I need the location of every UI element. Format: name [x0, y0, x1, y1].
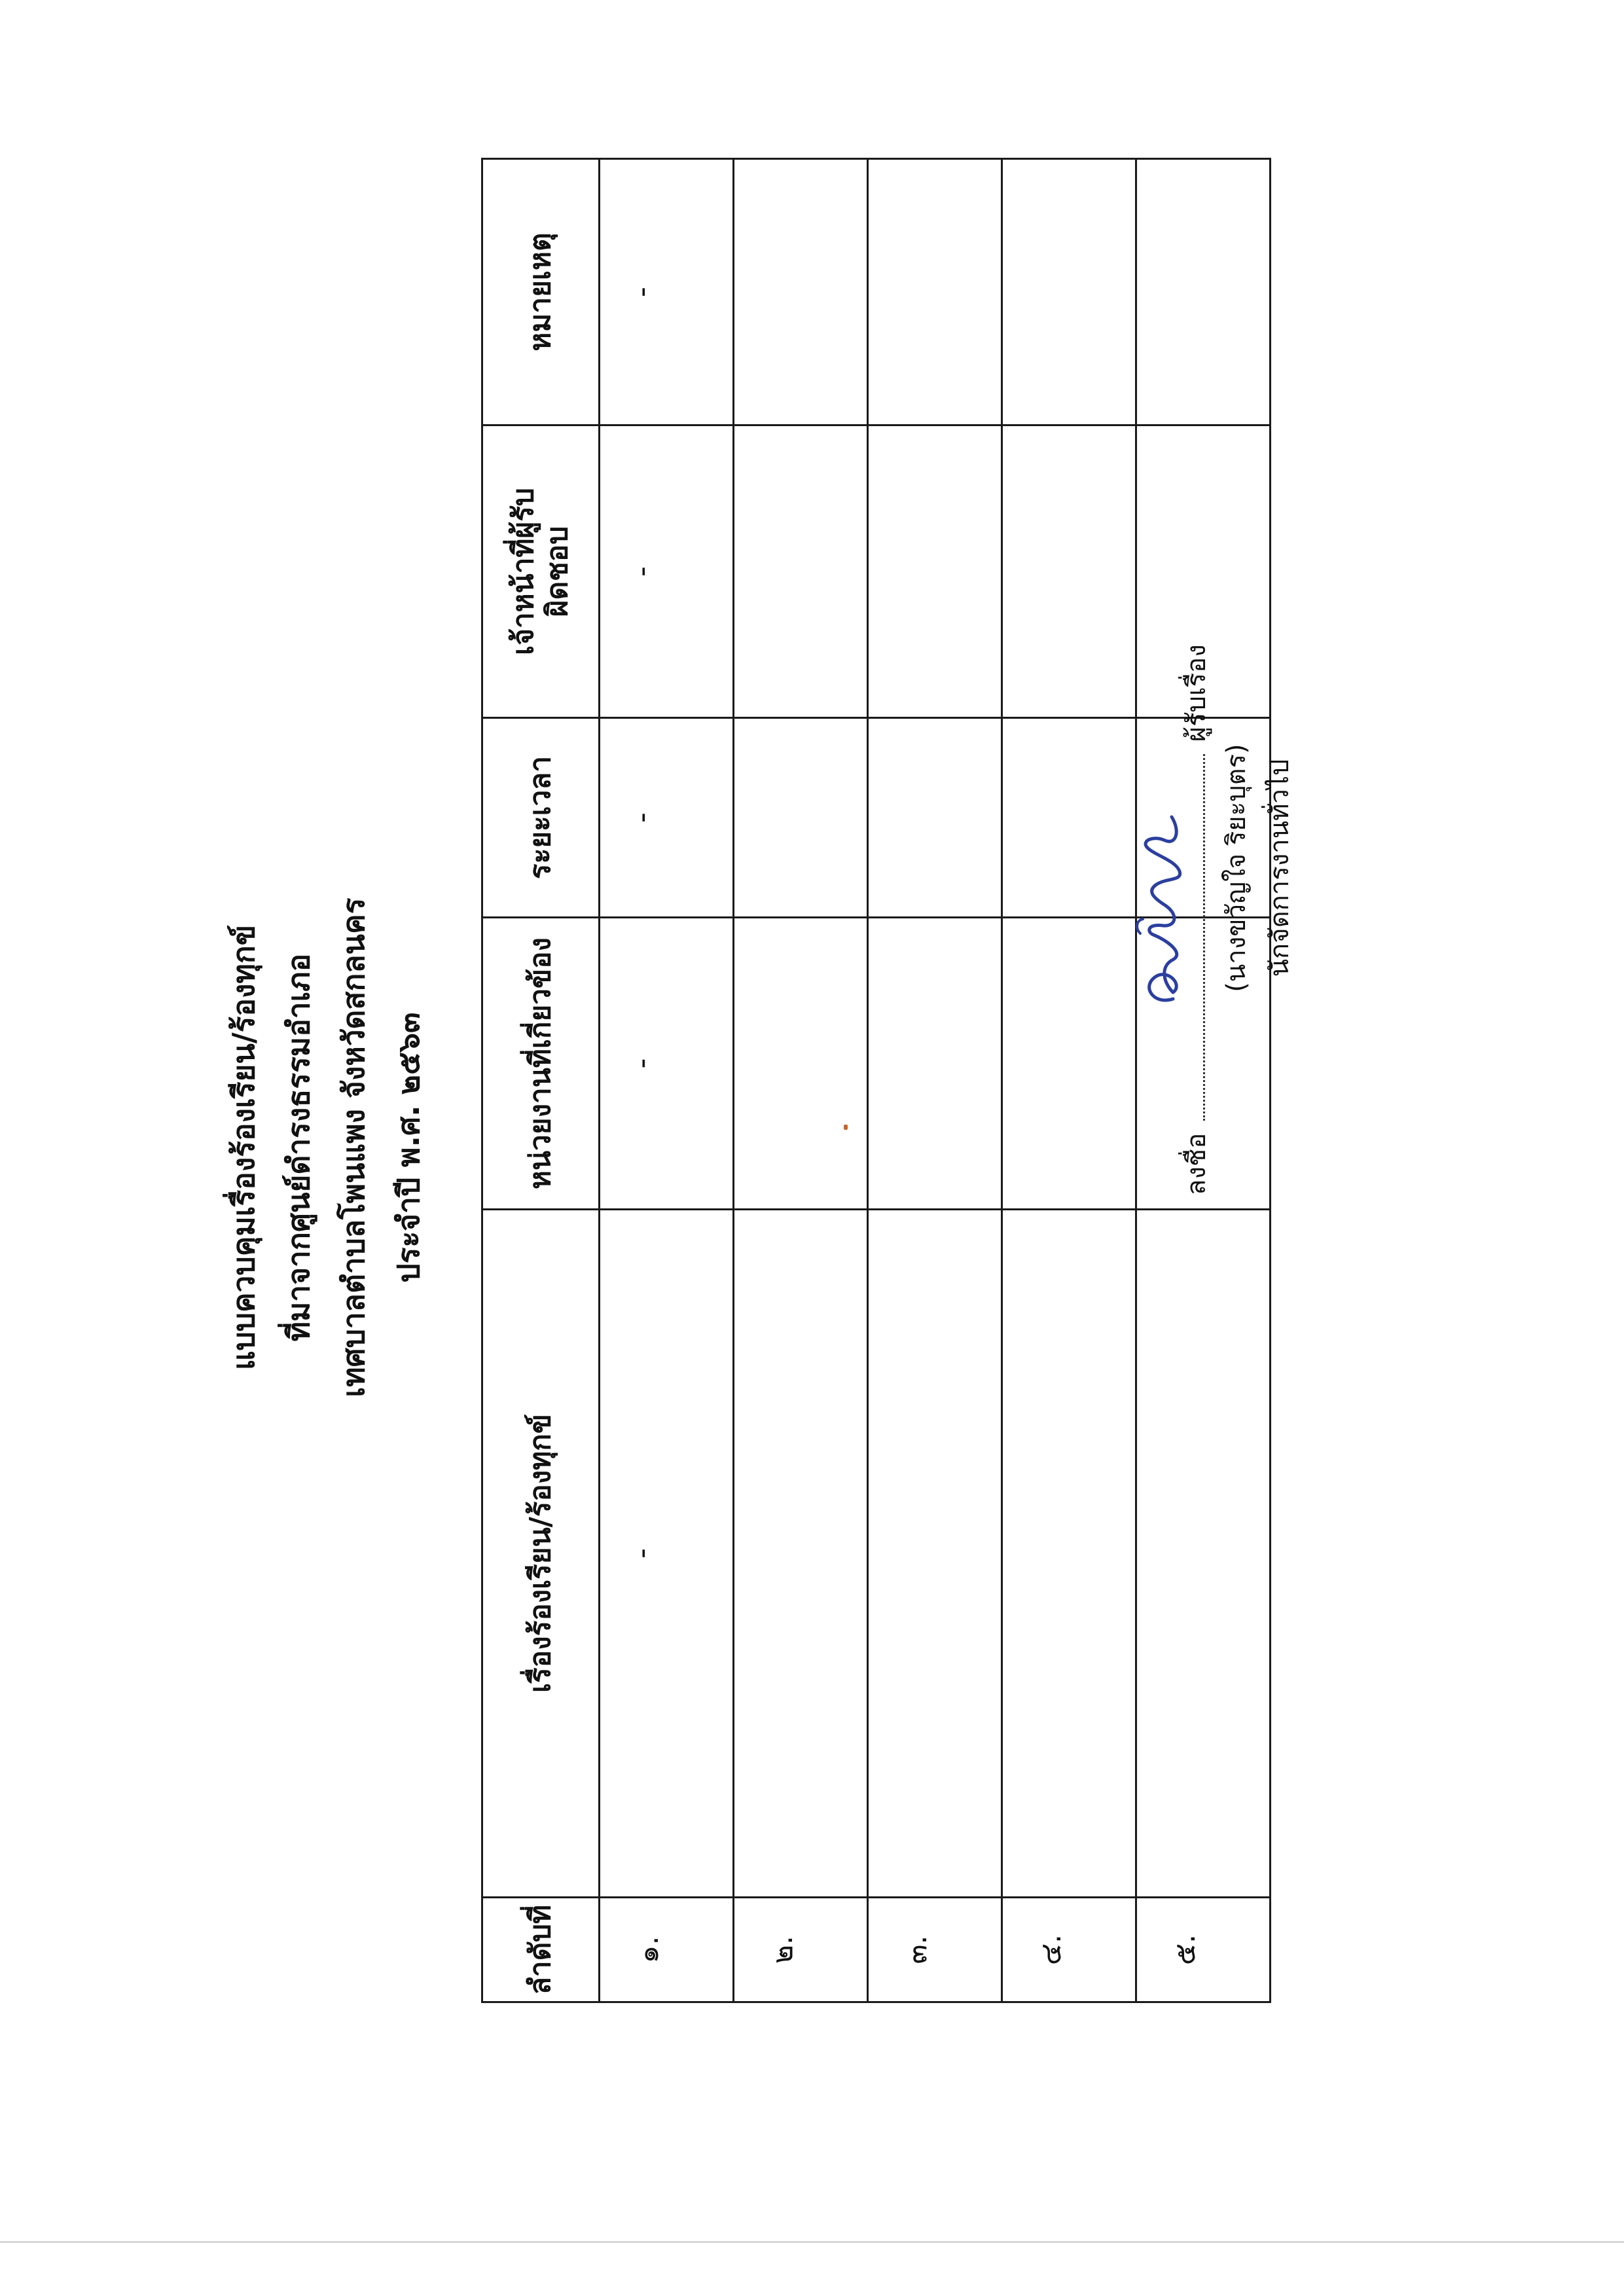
cell-complaint [1002, 1210, 1136, 1898]
cell-officer [868, 425, 1002, 718]
cell-officer [1002, 425, 1136, 718]
cell-complaint [734, 1210, 868, 1898]
header-order-no: ลำดับที่ [482, 1898, 600, 2002]
cell-agency [868, 918, 1002, 1210]
signatory-position: นักจัดการงานทั่วไป [1265, 759, 1295, 977]
signatory-name: (นางขวัญใจ ริยะบุตร) [1221, 744, 1252, 992]
title-line-2: ที่มาจากศูนย์ดำรงธรรมอำเภอ [281, 953, 316, 1342]
cell-complaint [1136, 1210, 1271, 1898]
cell-remark [1002, 159, 1136, 425]
cell-order-no: ๑. [600, 1898, 734, 2002]
cell-agency [1002, 918, 1136, 1210]
signature-prefix: ลงชื่อ [1182, 1132, 1212, 1195]
cell-duration [868, 718, 1002, 918]
title-line-4: ประจำปี พ.ศ. ๒๕๖๓ [391, 1012, 426, 1283]
title-line-1: แบบควบคุมเรื่องร้องเรียน/ร้องทุกข์ [226, 924, 261, 1371]
header-duration: ระยะเวลา [482, 718, 600, 918]
cell-remark: - [600, 159, 734, 425]
cell-officer: - [600, 425, 734, 718]
signature-dotted-line [1203, 754, 1205, 1121]
header-officer [482, 425, 600, 718]
cell-order-no: ๔. [1002, 1898, 1136, 2002]
header-officer-label: เจ้าหน้าที่ผู้รับผิดชอบ [507, 488, 574, 655]
cell-complaint [868, 1210, 1002, 1898]
cell-duration: - [600, 718, 734, 918]
cell-duration [734, 718, 868, 918]
document-title-block [216, 657, 436, 1638]
title-line-3: เทศบาลตำบลโพนแพง จังหวัดสกลนคร [336, 897, 371, 1398]
cell-officer [734, 425, 868, 718]
cell-remark [868, 159, 1002, 425]
cell-order-no: ๕. [1136, 1898, 1271, 2002]
signature-suffix: ผู้รับเรื่อง [1182, 644, 1212, 742]
handwritten-signature [1127, 803, 1199, 1012]
cell-order-no: ๓. [868, 1898, 1002, 2002]
cell-duration [1002, 718, 1136, 918]
signature-block [1178, 279, 1301, 1195]
table-header-row [482, 159, 600, 2002]
table-row [734, 159, 868, 2002]
header-remark: หมายเหตุ [482, 159, 600, 425]
table-row [868, 159, 1002, 2002]
table-row [1002, 159, 1136, 2002]
scan-edge-line [0, 2241, 1624, 2243]
complaint-control-table [481, 158, 1271, 2003]
cell-agency: - [600, 918, 734, 1210]
cell-agency [734, 918, 868, 1210]
header-complaint: เรื่องร้องเรียน/ร้องทุกข์ [482, 1210, 600, 1898]
cell-complaint: - [600, 1210, 734, 1898]
table-row [600, 159, 734, 2002]
paper-speck [844, 1125, 848, 1130]
cell-remark [734, 159, 868, 425]
header-agency: หน่วยงานที่เกี่ยวข้อง [482, 918, 600, 1210]
signature-line [1178, 279, 1215, 1195]
cell-order-no: ๒. [734, 1898, 868, 2002]
